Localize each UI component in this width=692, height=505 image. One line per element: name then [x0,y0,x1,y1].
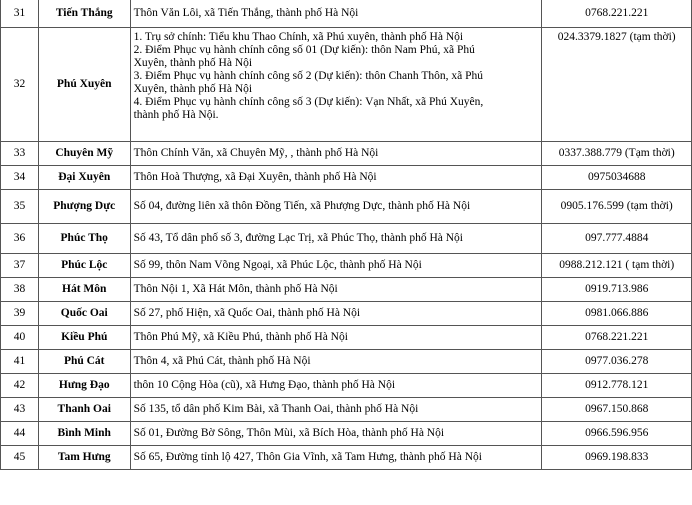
row-number: 44 [1,422,39,446]
commune-name: Kiều Phú [38,326,130,350]
phone-number: 0919.713.986 [542,278,692,302]
table-row [1,350,692,374]
commune-name: Thanh Oai [38,398,130,422]
row-number: 37 [1,254,39,278]
commune-name: Phúc Thọ [38,224,130,254]
row-number: 36 [1,224,39,254]
commune-name: Phú Xuyên [38,28,130,142]
address-line: 1. Trụ sở chính: Tiểu khu Thao Chính, xã Phú xuyên, thành phố Hà Nội [133,31,464,43]
table-row [1,28,692,142]
phone-number: 0975034688 [542,166,692,190]
row-number: 40 [1,326,39,350]
table-row [1,302,692,326]
commune-name: Quốc Oai [38,302,130,326]
address-line: thành phố Hà Nội. [133,109,219,121]
phone-number: 0981.066.886 [542,302,692,326]
row-number: 42 [1,374,39,398]
commune-name: Bình Minh [38,422,130,446]
address: thôn 10 Cộng Hòa (cũ), xã Hưng Đạo, thành phố Hà Nội [130,374,542,398]
row-number: 35 [1,190,39,224]
table-row [1,446,692,470]
row-number: 34 [1,166,39,190]
row-number: 38 [1,278,39,302]
address-line: Xuyên, thành phố Hà Nội [133,83,253,95]
row-number: 39 [1,302,39,326]
address: Thôn 4, xã Phú Cát, thành phố Hà Nội [130,350,542,374]
phone-number: 0966.596.956 [542,422,692,446]
address: Thôn Hoà Thượng, xã Đại Xuyên, thành phố Hà Nội [130,166,542,190]
phone-number: 097.777.4884 [542,224,692,254]
commune-name: Tam Hưng [38,446,130,470]
address: Thôn Văn Lôi, xã Tiến Thắng, thành phố Hà Nội [130,0,542,28]
address: Thôn Phú Mỹ, xã Kiều Phú, thành phố Hà Nội [130,326,542,350]
address: Số 04, đường liên xã thôn Đồng Tiến, xã Phượng Dực, thành phố Hà Nội [130,190,542,224]
table-row [1,254,692,278]
address-line: 4. Điểm Phục vụ hành chính công số 3 (Dự kiến): Vạn Nhất, xã Phú Xuyên, [133,96,484,108]
table-row [1,278,692,302]
table-row [1,326,692,350]
commune-name: Phú Cát [38,350,130,374]
table-row [1,374,692,398]
row-number: 32 [1,28,39,142]
row-number: 43 [1,398,39,422]
table-row [1,166,692,190]
row-number: 45 [1,446,39,470]
phone-number: 0912.778.121 [542,374,692,398]
address-line: 3. Điểm Phục vụ hành chính công số 2 (Dự kiến): thôn Chanh Thôn, xã Phú [133,70,483,82]
table-row [1,224,692,254]
address: Thôn Nội 1, Xã Hát Môn, thành phố Hà Nội [130,278,542,302]
address: Số 135, tổ dân phố Kim Bài, xã Thanh Oai, thành phố Hà Nội [130,398,542,422]
address: Số 43, Tổ dân phố số 3, đường Lạc Trị, xã Phúc Thọ, thành phố Hà Nội [130,224,542,254]
commune-name: Đại Xuyên [38,166,130,190]
phone-number: 0969.198.833 [542,446,692,470]
commune-name: Hát Môn [38,278,130,302]
table-row [1,422,692,446]
address: Số 01, Đường Bờ Sông, Thôn Mùi, xã Bích Hòa, thành phố Hà Nội [130,422,542,446]
address: Số 99, thôn Nam Võng Ngoại, xã Phúc Lộc, thành phố Hà Nội [130,254,542,278]
address: Thôn Chính Văn, xã Chuyên Mỹ, , thành phố Hà Nội [130,142,542,166]
phone-number: 0768.221.221 [542,326,692,350]
commune-name: Hưng Đạo [38,374,130,398]
address [130,28,542,142]
address-line: Xuyên, thành phố Hà Nội [133,57,253,69]
phone-number: 0905.176.599 (tạm thời) [542,190,692,224]
address-line: 2. Điểm Phục vụ hành chính công số 01 (Dự kiến): thôn Nam Phú, xã Phú [133,44,475,56]
table-row [1,0,692,28]
phone-number: 024.3379.1827 (tạm thời) [542,28,692,142]
row-number: 33 [1,142,39,166]
address: Số 65, Đường tỉnh lộ 427, Thôn Gia Vĩnh, xã Tam Hưng, thành phố Hà Nội [130,446,542,470]
phone-number: 0967.150.868 [542,398,692,422]
phone-number: 0337.388.779 (Tạm thời) [542,142,692,166]
table-row [1,142,692,166]
commune-name: Phượng Dực [38,190,130,224]
table-row [1,398,692,422]
commune-name: Phúc Lộc [38,254,130,278]
address: Số 27, phố Hiện, xã Quốc Oai, thành phố Hà Nội [130,302,542,326]
phone-number: 0977.036.278 [542,350,692,374]
table-row [1,190,692,224]
commune-name: Tiến Thắng [38,0,130,28]
row-number: 31 [1,0,39,28]
commune-name: Chuyên Mỹ [38,142,130,166]
phone-number: 0988.212.121 ( tạm thời) [542,254,692,278]
phone-number: 0768.221.221 [542,0,692,28]
row-number: 41 [1,350,39,374]
